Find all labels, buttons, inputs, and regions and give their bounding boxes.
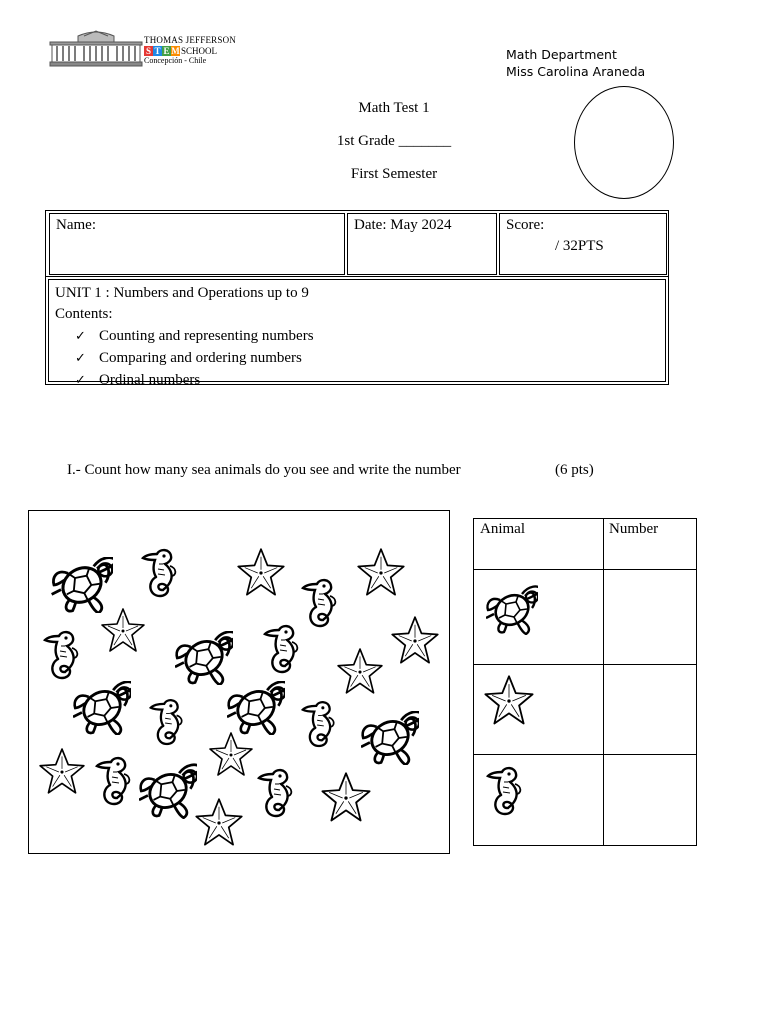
info-table (45, 210, 669, 277)
starfish-icon (480, 671, 536, 731)
seahorse-icon (259, 770, 291, 816)
seahorse-count-input[interactable] (605, 756, 696, 845)
turtle-icon (484, 583, 540, 639)
department-info (506, 46, 645, 80)
starfish-icon (102, 609, 144, 651)
department-name: Math Department (506, 47, 617, 62)
test-semester: First Semester (350, 166, 438, 182)
seahorse-icon (143, 550, 175, 596)
turtle-icon (139, 765, 201, 818)
turtle-icon (175, 632, 237, 685)
seahorse-icon (484, 763, 528, 819)
column-header-animal: Animal (480, 521, 525, 537)
count-table (473, 518, 697, 846)
table-divider (474, 664, 696, 665)
stem-letters (144, 46, 180, 56)
starfish-icon (40, 749, 84, 793)
starfish-icon (322, 773, 369, 820)
school-name (144, 35, 236, 66)
starfish-count-input[interactable] (605, 666, 696, 753)
column-header-number: Number (609, 521, 659, 537)
list-item: ✓ Comparing and ordering numbers (75, 347, 659, 369)
test-grade: 1st Grade _______ (336, 133, 452, 149)
list-item: ✓ Counting and representing numbers (75, 325, 659, 347)
starfish-icon (392, 617, 438, 663)
date-label: Date: May 2024 (354, 217, 452, 233)
school-building-icon (48, 30, 144, 68)
school-name-suffix: SCHOOL (181, 46, 218, 56)
sea-animals-illustration (29, 511, 449, 853)
name-label: Name: (56, 217, 96, 233)
score-label: Score: (506, 217, 545, 233)
score-total: / 32PTS (555, 238, 604, 254)
question-1-text: I.- Count how many sea animals do you see and write the number (67, 462, 461, 478)
turtle-icon (227, 682, 289, 735)
score-cell (499, 213, 667, 275)
list-item: ✓ Ordinal numbers (75, 369, 659, 391)
stem-letter: S (145, 46, 151, 56)
seahorse-icon (303, 580, 335, 626)
school-location: Concepción - Chile (144, 56, 207, 65)
seahorse-icon (265, 626, 297, 672)
unit-content (48, 279, 666, 388)
stem-letter: M (171, 46, 180, 56)
unit-title: UNIT 1 : Numbers and Operations up to 9 (55, 285, 309, 301)
name-cell[interactable] (49, 213, 345, 275)
starfish-icon (210, 733, 252, 775)
seahorse-icon (97, 758, 129, 804)
unit-box (45, 276, 669, 388)
teacher-name: Miss Carolina Araneda (506, 64, 646, 79)
turtle-icon (73, 682, 135, 735)
question-1-points: (6 pts) (555, 462, 594, 478)
seahorse-icon (303, 702, 334, 746)
stem-letter: E (163, 46, 170, 56)
contents-label: Contents: (55, 306, 113, 322)
starfish-icon (358, 549, 404, 595)
starfish-icon (338, 649, 382, 693)
school-name-line2 (144, 46, 236, 56)
starfish-icon (196, 799, 242, 845)
turtle-icon (361, 712, 423, 765)
turtle-icon (52, 558, 117, 613)
contents-list (55, 325, 659, 391)
table-divider (474, 754, 696, 755)
seahorse-icon (45, 632, 77, 678)
table-divider (474, 569, 696, 570)
seahorse-icon (151, 700, 182, 744)
table-divider (603, 519, 604, 845)
school-name-line1: THOMAS JEFFERSON (144, 35, 236, 45)
turtle-count-input[interactable] (605, 571, 696, 663)
test-title: Math Test 1 (358, 100, 430, 116)
date-cell (347, 213, 497, 275)
stem-letter: T (154, 46, 161, 56)
starfish-icon (238, 549, 284, 595)
sea-animals-picture (28, 510, 450, 854)
